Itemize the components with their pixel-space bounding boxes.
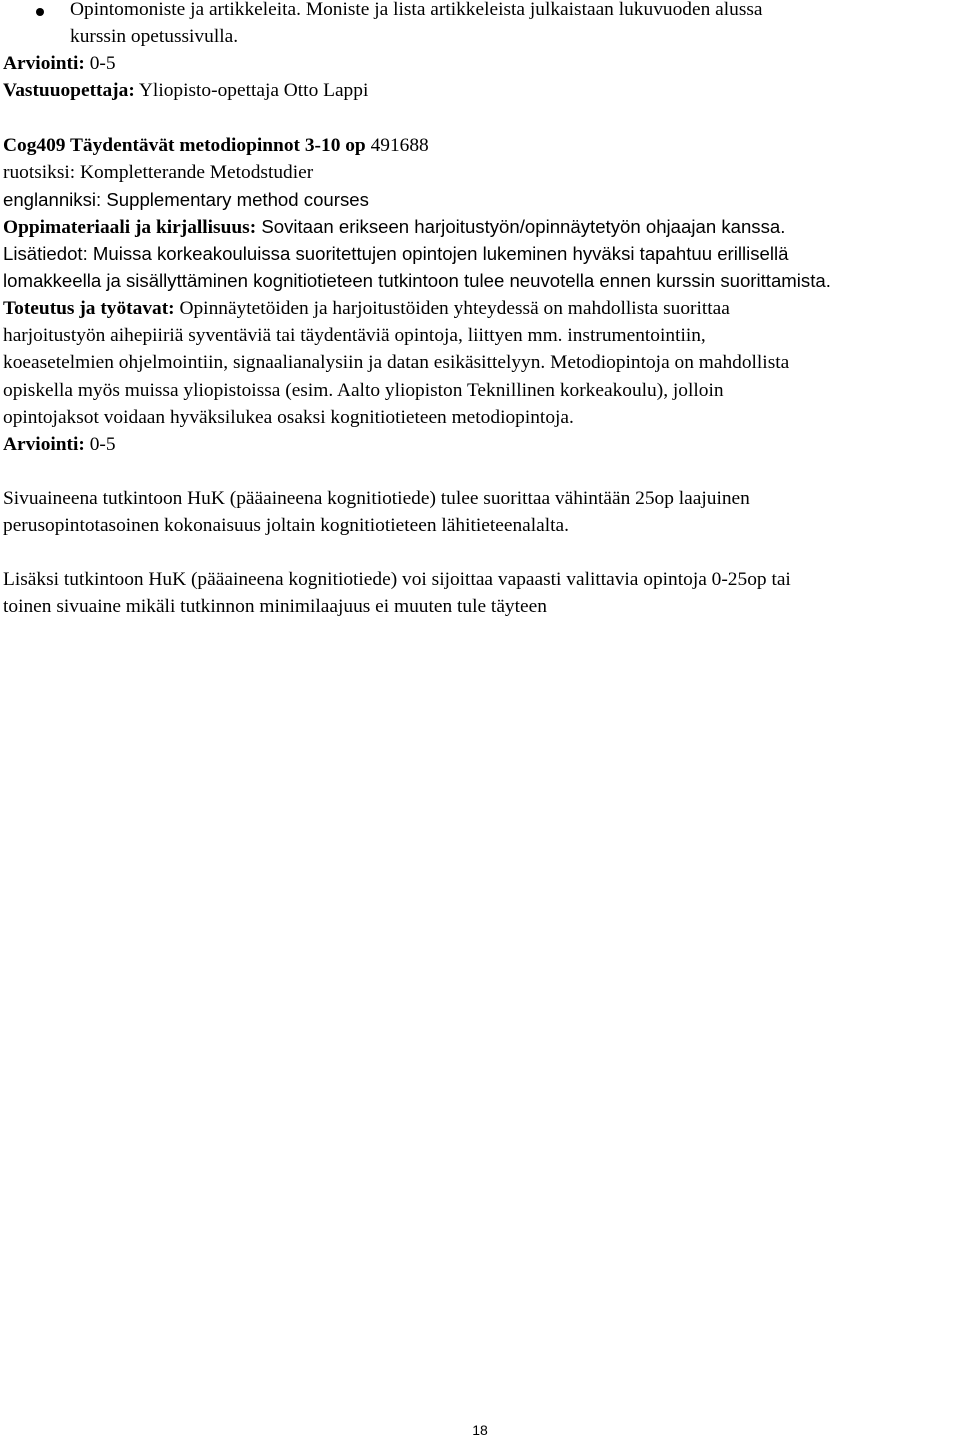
course-grading (3, 431, 956, 458)
teacher-value: Yliopisto-opettaja Otto Lappi (134, 80, 369, 101)
course-additional-info (3, 240, 956, 294)
course-title (3, 132, 956, 159)
materials-value: Sovitaan erikseen harjoitustyön/opinnäytetyön ohjaajan kanssa. (256, 216, 786, 237)
grading-label: Arviointi: (3, 53, 85, 74)
materials-label: Oppimateriaali ja kirjallisuus: (3, 217, 257, 238)
paragraph-line: Sivuaineena tutkintoon HuK (pääaineena kognitiotiede) tulee suorittaa vähintään 25op laajuinen (3, 488, 750, 509)
course-code: 491688 (365, 135, 429, 156)
course-title-bold: Cog409 Täydentävät metodiopinnot 3-10 op (3, 135, 366, 156)
impl-label: Toteutus ja työtavat: (3, 298, 175, 319)
bullet-item-text (70, 0, 920, 50)
impl-line (3, 295, 956, 322)
paragraph-line: perusopintotasoinen kokonaisuus joltain kognitiotieteen lähitieteenalalta. (3, 515, 569, 537)
impl-line: opiskella myös muissa yliopistoissa (esim. Aalto yliopiston Teknillinen korkeakoulu), jolloin (3, 379, 724, 401)
info-line: Lisätiedot: Muissa korkeakouluissa suoritettujen opintojen lukeminen hyväksi tapahtuu erillisellä (3, 243, 789, 264)
course-name-english: englanniksi: Supplementary method courses (3, 189, 369, 210)
course-implementation (3, 295, 956, 431)
paragraph-line: toinen sivuaine mikäli tutkinnon minimilaajuus ei muuten tule täyteen (3, 596, 547, 618)
bullet-icon (36, 8, 44, 16)
grading-value: 0-5 (84, 434, 116, 455)
bullet-line: Opintomoniste ja artikkeleita. Moniste ja lista artikkeleista julkaistaan lukuvuoden alussa (70, 0, 763, 20)
prev-course-teacher (3, 77, 956, 104)
impl-line: koeasetelmien ohjelmointiin, signaalianalysiin ja datan esikäsittelyyn. Metodiopintoja on mahdollista (3, 352, 790, 374)
course-materials (3, 213, 956, 241)
impl-line: harjoitustyön aihepiiriä syventäviä tai täydentäviä opintoja, liittyen mm. instrumentointiin, (3, 325, 706, 347)
page-number: 18 (472, 1422, 488, 1438)
impl-text: Opinnäytetöiden ja harjoitustöiden yhteydessä on mahdollista suorittaa (174, 298, 730, 319)
elective-paragraph (3, 566, 956, 620)
bullet-line: kurssin opetussivulla. (70, 26, 239, 48)
impl-line: opintojaksot voidaan hyväksilukea osaksi kognitiotieteen metodiopintoja. (3, 406, 574, 428)
info-line: lomakkeella ja sisällyttäminen kognitiotieteen tutkintoon tulee neuvotella ennen kurssin suorittamista. (3, 270, 831, 292)
paragraph-line: Lisäksi tutkintoon HuK (pääaineena kognitiotiede) voi sijoittaa vapaasti valittavia opintoja 0-25op tai (3, 569, 791, 590)
grading-label: Arviointi: (3, 434, 85, 455)
grading-value: 0-5 (84, 53, 116, 74)
teacher-label: Vastuuopettaja: (3, 80, 135, 101)
minor-subject-paragraph (3, 485, 956, 539)
prev-course-grading (3, 50, 956, 77)
course-name-swedish: ruotsiksi: Kompletterande Metodstudier (3, 162, 314, 183)
